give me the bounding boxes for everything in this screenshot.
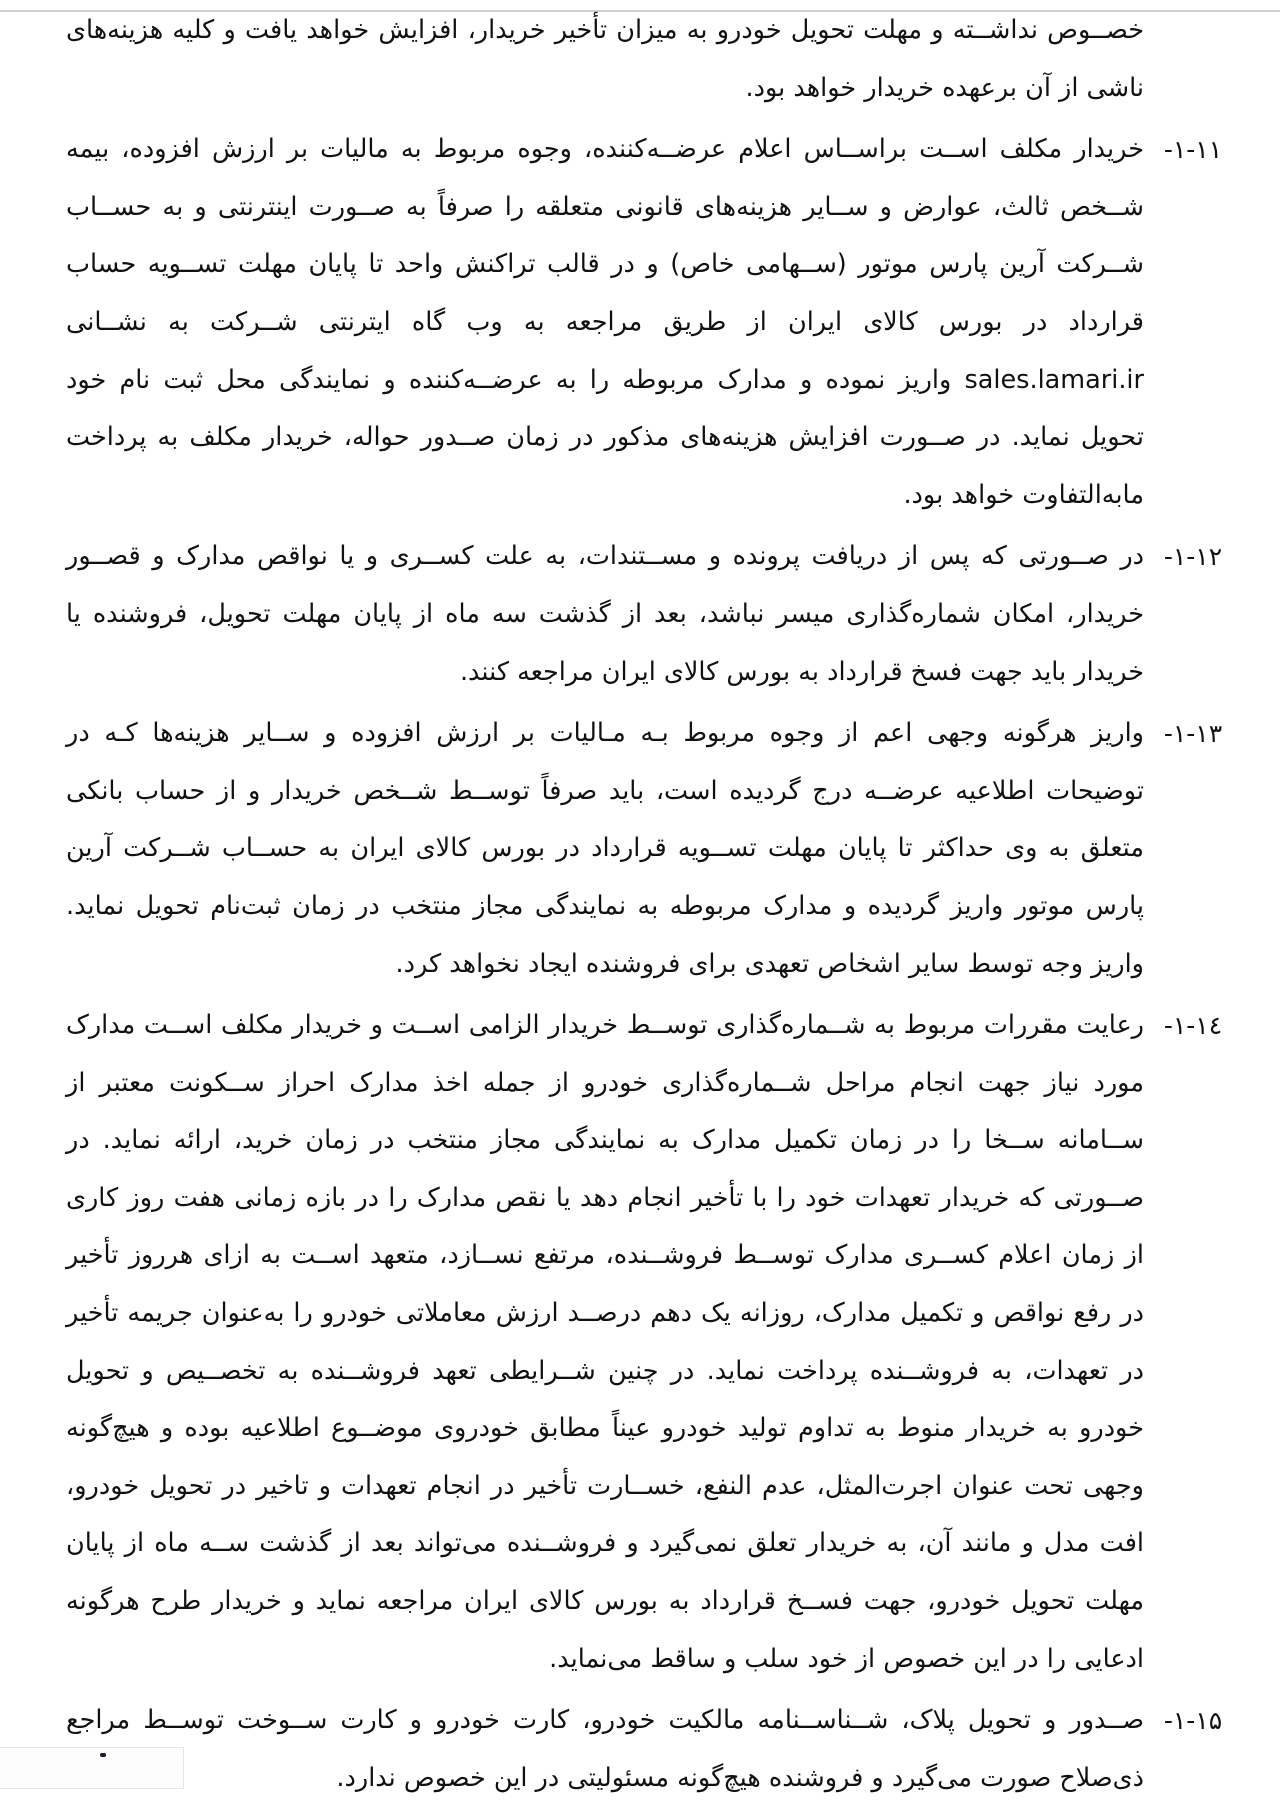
paragraph-item-1-1-14 xyxy=(62,997,1242,1688)
paragraph-text: صــدور و تحویل پلاک، شــناســنامه مالکیت خودرو، کارت خودرو و کارت ســوخت توســط مراجع ذی‌صلاح صورت می‌گیرد و فروشنده هیچ‌گونه مسئولیتی در این خصوص ندارد. xyxy=(66,1705,1144,1793)
item-number: -۱-۱۵ xyxy=(1163,1706,1223,1736)
paragraph-item-1-1-15 xyxy=(62,1692,1242,1807)
item-number: -۱-۱۲ xyxy=(1163,542,1223,572)
partial-glyph-icon xyxy=(100,1753,106,1757)
document-body xyxy=(62,2,1242,1807)
paragraph-item-1-1-12 xyxy=(62,528,1242,701)
paragraph-text: خصــوص نداشــته و مهلت تحویل خودرو به میزان تأخیر خریدار، افزایش خواهد یافت و کلیه هزینه‌های ناشی از آن برعهده خریدار خواهد بود. xyxy=(66,15,1144,103)
paragraph-continuation xyxy=(62,2,1242,117)
item-number: -۱-۱۳ xyxy=(1163,719,1223,749)
item-number: -۱-۱٤ xyxy=(1163,1011,1223,1041)
paragraph-text: خریدار مکلف اســت براســاس اعلام عرضــه‌کننده، وجوه مربوط به مالیات بر ارزش افزوده، بیمه شــخص ثالث، عوارض و ســایر هزینه‌های قانونی متعلقه را صرفاً به صــورت اینترنتی و به حســاب شــرکت آرین پارس موتور (ســهامی خاص) و در قالب تراکنش واحد تا پایان مهلت تســویه حساب قرارداد در بورس کالای ایران از طریق مراجعه به وب گاه ایترنتی شــرکت به نشــانی sales.lamari.ir واریز نموده و مدارک مربوطه را به عرضــه‌کننده و نمایندگی محل ثبت نام خود تحویل نماید. در صــورت افزایش هزینه‌های مذکور در زمان صــدور حواله، خریدار مکلف به پرداخت مابه‌التفاوت خواهد بود. xyxy=(66,134,1144,510)
paragraph-text: واریز هرگونه وجهی اعم از وجوه مربوط بـه مـالیات بر ارزش افزوده و ســایر هزینه‌ها کـه در توضیحات اطلاعیه عرضــه درج گردیده است، باید صرفاً توســط شــخص خریدار و از حساب بانکی متعلق به وی حداکثر تا پایان مهلت تســویه قرارداد در بورس کالای ایران به حســاب شــرکت آرین پارس موتور واریز گردیده و مدارک مربوطه به نمایندگی مجاز منتخب در زمان ثبت‌نام تحویل نماید. واریز وجه توسط سایر اشخاص تعهدی برای فروشنده ایجاد نخواهد کرد. xyxy=(66,718,1144,979)
paragraph-item-1-1-13 xyxy=(62,705,1242,993)
partially-visible-overlay-box xyxy=(0,1747,184,1789)
paragraph-text: در صــورتی که پس از دریافت پرونده و مســتندات، به علت کســری و یا نواقص مدارک و قصــور خریدار، امکان شماره‌گذاری میسر نباشد، بعد از گذشت سه ماه از پایان مهلت تحویل، فروشنده یا خریدار باید جهت فسخ قرارداد به بورس کالای ایران مراجعه کنند. xyxy=(66,541,1144,687)
item-number: -۱-۱۱ xyxy=(1163,135,1223,165)
paragraph-text: رعایت مقررات مربوط به شــماره‌گذاری توســط خریدار الزامی اســت و خریدار مکلف اســت مدارک مورد نیاز جهت انجام مراحل شــماره‌گذاری خودرو از جمله اخذ مدارک احراز ســکونت معتبر از ســامانه ســخا را در زمان تکمیل مدارک به نمایندگی مجاز منتخب در زمان خرید، ارائه نماید. در صــورتی که خریدار تعهدات خود را با تأخیر انجام دهد یا نقص مدارک را در بازه زمانی هفت روز کاری از زمان اعلام کســری مدارک توســط فروشــنده، مرتفع نســازد، متعهد اســت به ازای هرروز تأخیر در رفع نواقص و تکمیل مدارک، روزانه یک دهم درصــد ارزش معاملاتی خودرو را به‌عنوان جریمه تأخیر در تعهدات، به فروشــنده پرداخت نماید. در چنین شــرایطی تعهد فروشــنده به تخصــیص و تحویل خودرو به خریدار منوط به تداوم تولید خودرو عیناً مطابق خودروی موضــوع اطلاعیه بوده و هیچ‌گونه وجهی تحت عنوان اجرت‌المثل، عدم النفع، خســارت تأخیر در انجام تعهدات و تاخیر در تحویل خودرو، افت مدل و مانند آن، به خریدار تعلق نمی‌گیرد و فروشــنده می‌تواند بعد از گذشت ســه ماه از پایان مهلت تحویل خودرو، جهت فســخ قرارداد به بورس کالای ایران مراجعه نماید و خریدار طرح هرگونه ادعایی را در این خصوص از خود سلب و ساقط می‌نماید. xyxy=(66,1010,1144,1674)
paragraph-item-1-1-11 xyxy=(62,121,1242,524)
